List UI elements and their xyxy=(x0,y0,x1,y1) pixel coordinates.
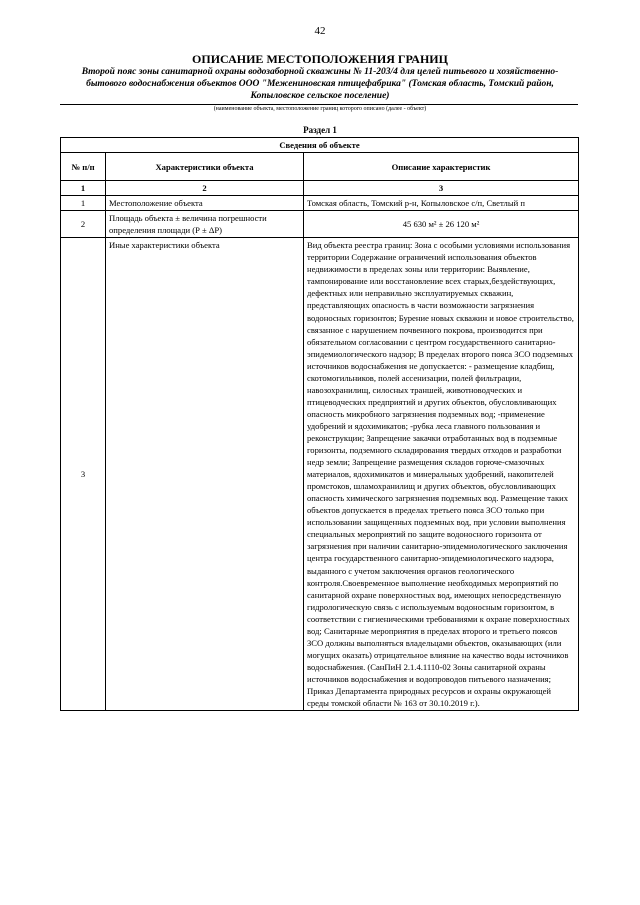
column-header-number: № п/п xyxy=(61,153,106,181)
object-info-table xyxy=(60,137,579,711)
column-index-3: 3 xyxy=(304,181,579,196)
page-number: 42 xyxy=(314,25,326,37)
row-description: Вид объекта реестра границ: Зона с особыми условиями использования территории Содержание ограничений использования объектов недвижимости в пределах зоны или территории: Выявление, тампонирование или восстановление всех старых,бездействующих, дефектных или неправильно эксплуатируемых скважин, представляющих опасность в части возможности загрязнения водоносных горизонтов; Бурение новых скважин и новое строительство, связанное с нарушением почвенного покрова, производится при обязательном согласовании с центром государственного санитарно-эпидемиологического надзор; В пределах второго пояса ЗСО подземных источников водоснабжения не допускается: - размещение кладбищ, скотомогильников, полей ассенизации, полей фильтрации, навозохранилищ, силосных траншей, животноводческих и птицеводческих предприятий и других объектов, обусловливающих опасность микробного загрязнения подземных вод; -применение удобрений и ядохимикатов; -рубка леса главного пользования и реконструкции; Запрещение закачки отработанных вод в подземные горизонты, подземного складирования твердых отходов и разработки недр земли; Запрещение размещения складов горюче-смазочных материалов, ядохимикатов и минеральных удобрений, накопителей промстоков, шламохранилищ и других объектов, обусловливающих опасность химического загрязнения подземных вод. Размещение таких объектов допускается в пределах третьего пояса ЗСО только при использовании защищенных подземных вод, при условии выполнения специальных мероприятий по защите водоносного горизонта от загрязнения при наличии санитарно-эпидемиологического заключения центра государственного санитарно-эпидемиологического надзора, выданного с учетом заключения органов геологического контроля.Своевременное выполнение необходимых мероприятий по санитарной охране поверхностных вод, имеющих непосредственную гидрологическую связь с используемым водоносным горизонтом, в соответствии с гигиеническими требованиями к охране поверхностных вод; Санитарные мероприятия в пределах второго и третьего поясов ЗСО должны выполняться владельцами объектов, оказывающих (или могущих оказать) отрицательное влияние на качество воды источников водоснабжения. (СанПиН 2.1.4.1110-02 Зоны санитарной охраны источников водоснабжения и водопроводов питьевого назначения; Приказ Департамента природных ресурсов и охраны окружающей среды томской области № 163 от 30.10.2019 г.). xyxy=(304,238,579,711)
object-caption: (наименование объекта, местоположение границ которого описано (далее - объект) xyxy=(213,106,427,112)
row-description: 45 630 м² ± 26 120 м² xyxy=(304,211,579,238)
row-characteristic: Иные характеристики объекта xyxy=(106,238,304,711)
document-title: ОПИСАНИЕ МЕСТОПОЛОЖЕНИЯ ГРАНИЦ xyxy=(192,52,448,66)
column-index-1: 1 xyxy=(61,181,106,196)
column-header-characteristic: Характеристики объекта xyxy=(106,153,304,181)
document-subtitle: Второй пояс зоны санитарной охраны водозаборной скважины № 11-203/4 для целей питьевого и хозяйственно-бытового водоснабжения объектов ООО "Межениновская птицефабрика" (Томская область, Томский район, Копыловское сельское поселение) xyxy=(81,67,559,101)
table-heading-row xyxy=(61,138,579,153)
section-title: Раздел 1 xyxy=(303,125,337,135)
row-characteristic: Площадь объекта ± величина погрешности определения площади (Р ± ΔР) xyxy=(106,211,304,238)
row-number: 2 xyxy=(61,211,106,238)
row-number: 1 xyxy=(61,196,106,211)
table-heading: Сведения об объекте xyxy=(61,138,579,153)
title-underline xyxy=(60,104,578,105)
table-header-row xyxy=(61,153,579,181)
column-index-2: 2 xyxy=(106,181,304,196)
table-row xyxy=(61,238,579,711)
row-number: 3 xyxy=(61,238,106,711)
table-index-row xyxy=(61,181,579,196)
table-row xyxy=(61,211,579,238)
column-header-description: Описание характеристик xyxy=(304,153,579,181)
row-description: Томская область, Томский р-н, Копыловское с/п, Светлый п xyxy=(304,196,579,211)
row-characteristic: Местоположение объекта xyxy=(106,196,304,211)
table-row xyxy=(61,196,579,211)
